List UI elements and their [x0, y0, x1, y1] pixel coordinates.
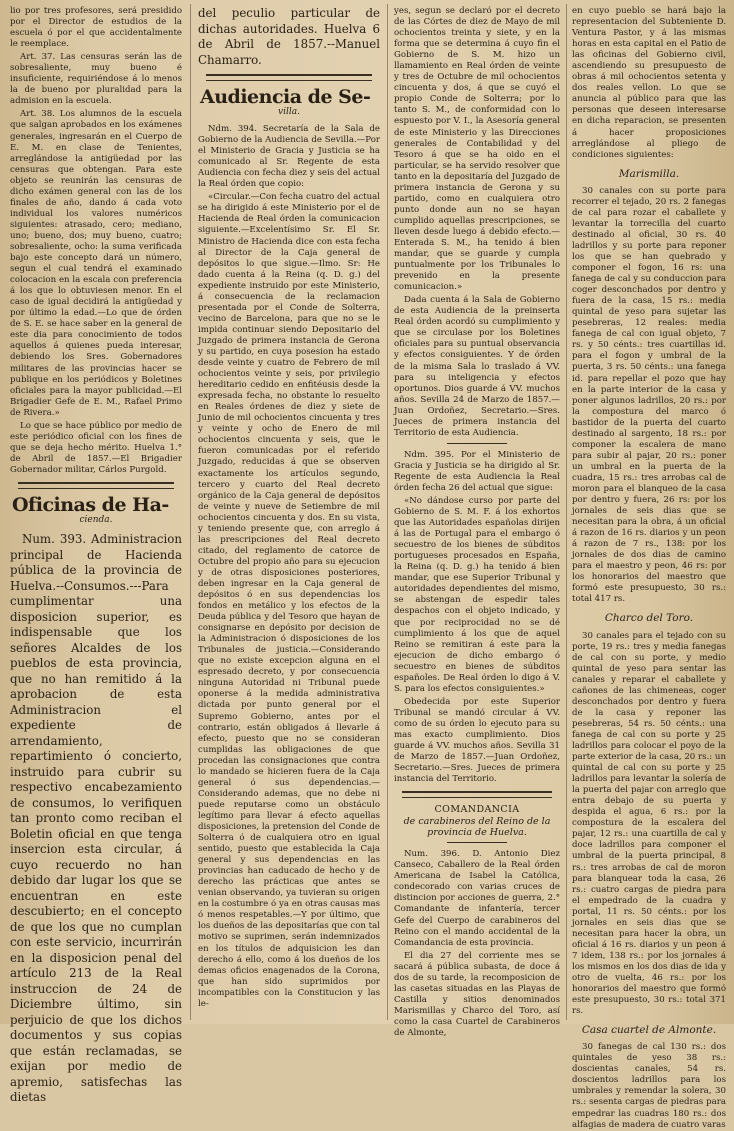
section-separator: [206, 74, 372, 81]
separator-rule: [447, 842, 507, 843]
column-2: [198, 6, 380, 1018]
section-subtitle: villa.: [278, 107, 300, 117]
column-4: [572, 6, 726, 1130]
paragraph: 30 fanegas de cal 130 rs.: dos quintales de yeso 38 rs.: doscientas canales, 54 rs. doscientos ladrillos para los umbrales y remendar la solera, 30 rs.: sesenta cargas de piedras para empedrar las cuadras 180 rs.: dos alfagias de madera de cuatro varas: [572, 1042, 726, 1130]
paragraph: lio por tres profesores, será presidido por el Director de estudios de la escuela ó por el que accidentalmente le reemplace.: [10, 6, 182, 50]
section-separator: [18, 482, 174, 489]
large-text-block: [10, 532, 182, 1106]
separator-rule: [447, 443, 507, 444]
paragraph: yes, segun se declaró por el decreto de las Córtes de diez de Mayo de mil ochocientos treinta y siete, y en la forma que se determina á cuyo fin el Gobierno de S. M. hizo un llamamiento en Real órden de veinte y tres de Octubre de mil ochocientos cincuenta y dos, á que se cuyó el propio Conde de Solterra; por lo tanto S. M., de conformidad con lo espuesto por V. I., la Asesoría general de este Ministerio y las Direcciones generales de Contabilidad y del Tesoro á que se ha oido en el particular, se ha servido resolver que tanto en la depositaría del Juzgado de primera instancia de Gerona y su partido, como en cualquiera otro punto donde aun no se hayan cumplido aquellas prescripciones, se lleven desde luego á debido efecto.—Enterada S. M., ha tenido á bien mandar, que se guarde y cumpla puntualmente por los Tribunales lo prevenido en la presente comunicacion.»: [394, 6, 560, 293]
paragraph: Art. 38. Los alumnos de la escuela que salgan aprobados en los exámenes generales, ingresarán en el Cuerpo de E. M. en clase de Tenientes, arreglándose la antigüedad por las censuras que obtengan. Para este objeto se reunirán las censuras de dicho exámen general con las de los finales de año, dando á cada voto individual los valores numéricos siguientes: atrasado, cero; mediano, uno; bueno, dos; muy bueno, cuatro; sobresaliente, ocho: la suma verificada bajo este concepto dará un número, segun el cual tendrá el examinado colocacion en la escala con preferencia á los que lo obtuviesen menor. En el caso de igual decidirá la antigüedad y por último la edad.—Lo que de órden de S. E. se hace saber en la general de este dia para conocimiento de todos aquellos á quienes pueda interesar, debiendo los Sres. Gobernadores militares de las provincias hacer se publique en los periódicos y Boletines oficiales para la mayor publicidad.—El Brigadier Gefe de E. M., Rafael Primo de Rivera.»: [10, 109, 182, 418]
paragraph: en cuyo pueblo se hará bajo la representacion del Subteniente D. Ventura Pastor, y á las mismas horas en esta capital en el Patio de las oficinas del Gobierno civil, ascendiendo su presupuesto de obras á mil ochocientos setenta y dos reales vellon. Lo que se anuncia al público para que las personas que deseen interesarse en dicha reparacion, se presenten á hacer proposiciones arreglándose al pliego de condiciones siguientes:: [572, 6, 726, 160]
section-title: Oficinas de Ha-: [12, 493, 169, 516]
paragraph: Lo que se hace público por medio de este periódico oficial con los fines de que se deja hecho mérito. Huelva 1.° de Abril de 1857.—El Brigadier Gobernador militar, Cárlos Purgold.: [10, 420, 182, 475]
paragraph: 30 canales para el tejado con su porte, 19 rs.: tres y media fanegas de cal con su porte, y medio quintal de yeso para sentar las canales y reparar el caballete y cañones de las chimeneas, coger desconchados por dentro y fuera de la casa y reponer las pesebreras, 54 rs. 50 cénts.: una fanega de cal con su porte y 25 ladrillos para colocar el poyo de la parte exterior de la casa, 20 rs.: un quintal de cal con su porte y 25 ladrillos para levantar la solería de la puerta del pajar con arreglo que entra debajo de su puerta y despida el agua, 6 rs.: por la compostura de la escalera del pajar, 12 rs.: una cuartilla de cal y doce ladrillos para componer el umbral de la puerta principal, 8 rs.: tres arrobas de cal de moron para blanquear toda la casa, 26 rs.: cuatro cargas de piedra para el empedrado de la cuadra y portal, 11 rs. 50 cénts.: por los jornales en seis dias que se necesitan para hacer la obra, un oficial á 16 rs. diarios y un peon á 7 idem, 138 rs.: por los jornales á los mismos en los dos dias de ida y otro de vuelta, 46 rs.: por los honorarios del maestro que formó este presupuesto, 30 rs.: total 371 rs.: [572, 630, 726, 1017]
column-divider: [566, 4, 567, 1020]
paragraph: El dia 27 del corriente mes se sacará á pública subasta, de doce á dos de su tarde, la recomposicion de las casetas situadas en las Playas de Castilla y sitios denominados Marismillas y Charco del Toro, así como la casa Cuartel de Carabineros de Almonte,: [394, 950, 560, 1038]
paragraph: Dada cuenta á la Sala de Gobierno de esta Audiencia de la preinserta Real órden acordó su cumplimiento y que se circulase por los Boletines oficiales para su puntual observancia y efectos consiguientes. Y de órden de la misma Sala lo traslado á VV. para su inteligencia y efectos oportunos. Dios guarde á VV. muchos años. Sevilla 24 de Marzo de 1857.—Juan Ordoñez, Secretario.—Sres. Jueces de primera instancia del Territorio de esta Audiencia.: [394, 295, 560, 438]
paragraph: Ndm. 395. Por el Ministerio de Gracia y Justicia se ha dirigido al Sr. Regente de esta Audiencia la Real órden fecha 26 del actual que sigue:: [394, 449, 560, 493]
paragraph: «No dándose curso por parte del Gobierno de S. M. F. á los exhortos que las Autoridades españolas dirijen á las de Portugal para el embargo ó secuestro de los bienes de súbditos portugueses procesados en España, la Reina (q. D. g.) ha tenido á bien mandar, que ese Superior Tribunal y autoridades dependientes del mismo, se abstengan de espedir tales despachos con el objeto indicado, y que por reciprocidad no se dé cumplimiento á los que de aquel Reino se remitiran á este para la ejecucion de dicho embargo ó secuestro en bienes de súbditos españoles. De Real órden lo digo á V. S. para los efectos consiguientes.»: [394, 496, 560, 694]
section-heading: COMANDANCIA: [434, 804, 520, 816]
section-heading-italic: de carabineros del Reino de la provincia de Huelva.: [403, 816, 551, 839]
section-subtitle: cienda.: [79, 514, 113, 525]
column-divider: [190, 4, 191, 1020]
paragraph: «Circular.—Con fecha cuatro del actual se ha dirigido á este Ministerio por el de Hacienda de Real órden la comunicacion siguiente.—Excelentísimo Sr. El Sr. Ministro de Hacienda dice con esta fecha al Director de la Caja general de depósitos lo que sigue.—Ilmo. Sr: He dado cuenta á la Reina (q. D. g.) del expediente instruido por este Ministerio, á consecuencia de la reclamacion presentada por el Conde de Solterra, vecino de Barcelona, para que no se le impida continuar siendo Depositario del Juzgado de primera instancia de Gerona y su partido, en cuya posesion ha estado desde veinte y cuatro de Febrero de mil ochocientos veinte y seis, por privilegio hereditario cedido en enfitéusis desde la expresada fecha, no obstante lo resuelto en Reales órdenes de diez y siete de Junio de mil ochocientos cincuenta y tres y veinte y ocho de Enero de mil ochocientos cincuenta y seis, que le fueron comunicadas por el referido Juzgado, reducidas á que se observen exactamente los artículos segundo, tercero y cuarto del Real decreto orgánico de la Caja general de depósitos de veinte y nueve de Setiembre de mil ochocientos cincuenta y dos. En su vista, y teniendo presente que, con arreglo á las prescripciones del Real decreto citado, del reglamento de catorce de Octubre del propio año para su ejecucion y de otras disposiciones posteriores, deben ingresar en la Caja general de depósitos ó en sus dependencias los fondos en metálico y los efectos de la Deuda pública y del Tesoro que hayan de consignarse en depósito por decision de la Administracion ó disposiciones de los Tribunales de justicia.—Considerando que no existe excepcion alguna en el espresado decreto, y por consecuencia ninguna Autoridad ni Tribunal puede oponerse á la medida administrativa dictada por punto general por el Supremo Gobierno, antes por el contrario, están obligados á llevarle á efecto, puesto que no se consideran cumplidas las obligaciones de que procedan las consignaciones que contra lo mandado se hicieren fuera de la Caja general ó sus dependencias.—Considerando ademas, que no debe ni puede reputarse como un obstáculo legítimo para llevar á efecto aquellas disposiciones, la pretension del Conde de Solterra ó de cualquiera otro en igual sentido, puesto que establecida la Caja general y sus dependencias en las provincias han caducado de hecho y de derecho las prácticas que antes se venian observando, ya tuvieran su origen en la costumbre ó ya en otras causas mas ó menos respetables.—Y por último, que los dueños de las depositarías que con tal motivo se suprimen, serán indemnizados en los títulos de adquisicion les dan derecho á ello, como á los dueños de los demas oficios enagenados de la Corona, que han sido suprimidos por incompatibles con la Constitucion y las le-: [198, 192, 380, 1009]
paragraph: Art. 37. Las censuras serán las de sobresaliente, muy bueno é insuficiente, requiriéndose á lo menos la de bueno por pluralidad para la admision en la escuela.: [10, 52, 182, 107]
column-divider: [387, 4, 388, 1020]
paragraph: Num. 393. Administracion principal de Hacienda pública de la provincia de Huelva.--Consumos.---Para cumplimentar una disposicion superior, es indispensable que los señores Alcaldes de los pueblos de esta provincia, que no han remitido á la aprobacion de esta Administracion el expediente de arrendamiento, repartimiento ó concierto, instruido para cubrir su respectivo encabezamiento de consumos, lo verifiquen tan pronto como reciban el Boletin oficial en que tenga insercion esta circular, á cuyo recuerdo no han debido dar lugar los que se encuentran en este descubierto; en el concepto de que los que no cumplan con este servicio, incurrirán en la disposicion penal del artículo 213 de la Real instruccion de 24 de Diciembre último, sin perjuicio de que los dichos documentos y sus copias que están reclamadas, se exijan por medio de apremio, satisfechas las dietas: [10, 532, 182, 1105]
large-text-block: [198, 6, 380, 68]
paragraph: del peculio particular de dichas autoridades. Huelva 6 de Abril de 1857.--Manuel Chamarro.: [198, 6, 380, 67]
subheading: Casa cuartel de Almonte.: [581, 1024, 717, 1037]
column-1: [10, 6, 182, 1105]
section-separator: [402, 791, 552, 798]
column-3: [394, 6, 560, 1038]
subheading: Charco del Toro.: [604, 612, 694, 625]
paragraph: Obedecida por este Superior Tribunal se mandó circular á VV. como de su órden lo ejecuto para su mas exacto cumplimiento. Dios guarde á VV. muchos años. Sevilla 31 de Marzo de 1857.—Juan Ordoñez, Secretario.—Sres. Jueces de primera instancia del Territorio.: [394, 696, 560, 785]
paragraph: Num. 396. D. Antonio Diez Canseco, Caballero de la Real órden Americana de Isabel la Católica, condecorado con varias cruces de distincion por acciones de guerra, 2.° Comandante de infantería, tercer Gefe del Cuerpo de carabineros del Reino con el mando accidental de la Comandancia de esta provincia.: [394, 849, 560, 948]
section-title: Audiencia de Se-: [200, 86, 371, 108]
subheading: Marismilla.: [618, 167, 680, 180]
paragraph: 30 canales con su porte para recorrer el tejado, 20 rs. 2 fanegas de cal para rozar el caballete y levantar la torrecilla del cuarto destinado al oficial, 30 rs. 40 ladrillos y su porte para reponer los que se han quebrado y componer el fogon, 16 rs: una fanega de cal y su conduccion para coger desconchados por dentro y fuera de la casa, 15 rs.: media quintal de yeso para sujetar las pesebreras, 12 reales: media fanega de cal con igual objeto, 7 rs. y 50 cénts.: tres cuartillas id. para el fogon y umbral de la puerta, 3 rs. 50 cénts.: una fanega id. para repellar el pozo que hay en la parte interior de la casa y poner algunos ladrillos, 20 rs.: por la compostura del marco ó bastidor de la puerta del cuarto destinado al sargento, 18 rs.: por componer la escalera de mano para subir al pajar, 20 rs.: poner un umbral en la puerta de la cuadra, 15 rs.: tres arrobas cal de moron para el blanqueo de la casa por dentro y fuera, 26 rs: por los jornales de seis dias que se necesitan para la obra, á un oficial á razon de 16 rs. diarios y un peon á razon de 7 rs., 138: por los jornales de dos dias de camino para el maestro y peon, 46 rs: por los honorarios del maestro que formó este presupuesto, 30 rs.: total 417 rs.: [572, 185, 726, 605]
paragraph: Ndm. 394. Secretaría de la Sala de Gobierno de la Audiencia de Sevilla.—Por el Ministerio de Gracia y Justicia se ha comunicado al Sr. Regente de esta Audiencia con fecha diez y seis del actual la Real órden que copio:: [198, 124, 380, 190]
